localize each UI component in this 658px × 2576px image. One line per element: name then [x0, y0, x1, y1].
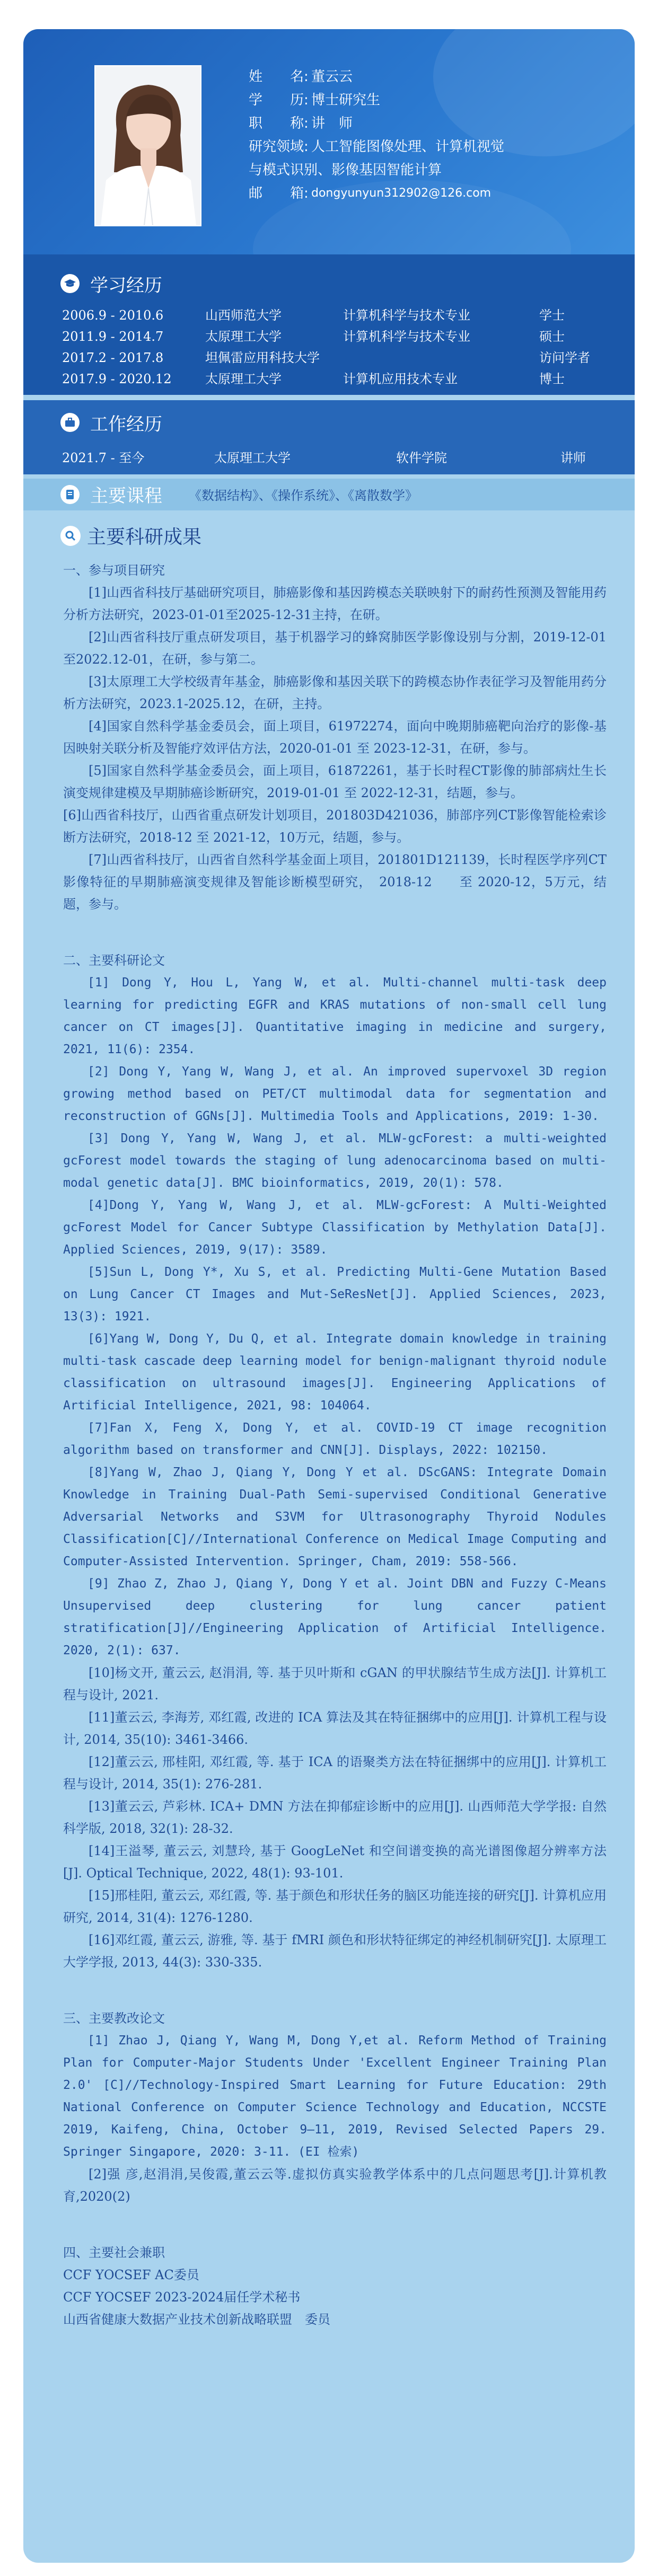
- edu-major: 计算机应用技术专业: [343, 372, 458, 386]
- graduation-cap-icon: [60, 274, 80, 293]
- project-item: [1]山西省科技厅基础研究项目，肺癌影像和基因跨模态关联映射下的耐药性预测及智能用药分析方法研究，2023-01-01至2025-12-31主持，在研。: [63, 585, 607, 622]
- paper-item: [10]杨文开, 董云云, 赵涓涓, 等. 基于贝叶斯和 cGAN 的甲状腺结节生成方法[J]. 计算机工程与设计, 2021.: [63, 1665, 607, 1702]
- section-heading: 三、主要教改论文: [63, 2011, 165, 2026]
- paper-item: [11]董云云, 李海芳, 邓红霞, 改进的 ICA 算法及其在特征捆绑中的应用[J]. 计算机工程与设计, 2014, 35(10): 3461-3466.: [63, 1710, 607, 1747]
- project-item: [7]山西省科技厅，山西省自然科学基金面上项目，201801D121139，长时程医学序列CT影像特征的早期肺癌演变规律及智能诊断模型研究， 2018-12 至 2020-12，5万元，结题，参与。: [63, 852, 607, 912]
- research-header: [60, 522, 201, 549]
- work-position: 讲师: [560, 451, 586, 465]
- work-section: [23, 400, 635, 474]
- edu-school: 坦佩雷应用科技大学: [205, 350, 320, 365]
- title-value: 讲 师: [311, 116, 353, 131]
- teaching-paper-item: [1] Zhao J, Qiang Y, Wang M, Dong Y,et al. Reform Method of Training Plan for Computer-Major Students Under 'Excellent Engineer Training Plan 2.0' [C]//Technology-Inspired Smart Learning for Future Education: 29th National Conference on Computer Science Technology and Education, NCCSTE 2019, Kaifeng, China, October 9–11, 2019, Revised Selected Papers 29. Springer Singapore, 2020: 3-11. (EI 检索): [63, 2034, 607, 2159]
- edu-period: 2017.9 - 2020.12: [62, 372, 172, 386]
- paper-item: [13]董云云, 芦彩林. ICA+ DMN 方法在抑郁症诊断中的应用[J]. 山西师范大学学报: 自然科学版, 2018, 32(1): 28-32.: [63, 1799, 607, 1836]
- section-heading: 一、参与项目研究: [63, 563, 165, 578]
- edu-degree: 硕士: [539, 329, 565, 344]
- paper-item: [15]邢桂阳, 董云云, 邓红霞, 等. 基于颜色和形状任务的脑区功能连接的研究[J]. 计算机应用研究, 2014, 31(4): 1276-1280.: [63, 1888, 607, 1925]
- name-value: 董云云: [311, 69, 353, 85]
- paper-item: [16]邓红霞, 董云云, 游雅, 等. 基于 fMRI 颜色和形状特征绑定的神经机制研究[J]. 太原理工大学学报, 2013, 44(3): 330-335.: [63, 1933, 607, 1970]
- edu-major: 计算机科学与技术专业: [343, 329, 470, 344]
- paper-item: [7]Fan X, Feng X, Dong Y, et al. COVID-19 CT image recognition algorithm based on transformer and CNN[J]. Displays, 2022: 102150.: [63, 1421, 607, 1457]
- edu-degree: 学士: [539, 308, 565, 323]
- email-label: 邮 箱:: [249, 186, 309, 201]
- edu-period: 2017.2 - 2017.8: [62, 350, 164, 365]
- degree-value: 博士研究生: [311, 92, 381, 108]
- courses-title: 主要课程: [90, 486, 162, 507]
- work-org: 太原理工大学: [214, 451, 291, 465]
- research-title: 主要科研成果: [87, 526, 202, 548]
- courses-text: 《数据结构》、《操作系统》、《离散数学》: [189, 488, 418, 503]
- paper-item: [1] Dong Y, Hou L, Yang W, et al. Multi-channel multi-task deep learning for predicting EGFR and KRAS mutations of non-small cell lung cancer on CT images[J]. Quantitative imaging in medicine and surgery, 2021, 11(6): 2354.: [63, 976, 607, 1056]
- work-period: 2021.7 - 至今: [62, 451, 145, 465]
- section-heading: 二、主要科研论文: [63, 953, 165, 968]
- role-item: CCF YOCSEF 2023-2024届任学术秘书: [63, 2290, 301, 2305]
- book-icon: [60, 485, 80, 504]
- research-value-1: 人工智能图像处理、计算机视觉: [311, 139, 505, 155]
- paper-item: [9] Zhao Z, Zhao J, Qiang Y, Dong Y et al. Joint DBN and Fuzzy C-Means Unsupervised deep clustering for lung cancer patient stratification[J]//Engineering Application of Artificial Intelligence. 2020, 2(1): 637.: [63, 1577, 607, 1657]
- education-section: [23, 254, 635, 395]
- work-dept: 软件学院: [396, 451, 447, 465]
- edu-school: 山西师范大学: [205, 308, 282, 323]
- name-label: 姓 名:: [249, 69, 309, 85]
- project-item: [3]太原理工大学校级青年基金，肺癌影像和基因关联下的跨模态协作表征学习及智能用药分析方法研究，2023.1-2025.12，在研，主持。: [63, 674, 607, 711]
- paper-item: [5]Sun L, Dong Y*, Xu S, et al. Predicting Multi-Gene Mutation Based on Lung Cancer CT Images and Mut-SeResNet[J]. Applied Sciences, 2023, 13(3): 1921.: [63, 1265, 607, 1324]
- teaching-paper-item: [2]强 彦,赵涓涓,吴俊霞,董云云等.虚拟仿真实验教学体系中的几点问题思考[J].计算机教育,2020(2): [63, 2167, 607, 2204]
- edu-major: 计算机科学与技术专业: [343, 308, 470, 323]
- edu-degree: 访问学者: [539, 350, 590, 365]
- search-icon: [60, 526, 81, 546]
- edu-degree: 博士: [539, 372, 565, 386]
- title-label: 职 称:: [249, 116, 309, 131]
- work-title: 工作经历: [90, 413, 162, 435]
- paper-item: [6]Yang W, Dong Y, Du Q, et al. Integrate domain knowledge in training multi-task cascade deep learning model for benign-malignant thyroid nodule classification on ultrasound images[J]. Engineering Applications of Artificial Intelligence, 2021, 98: 104064.: [63, 1332, 607, 1413]
- section-heading: 四、主要社会兼职: [63, 2245, 165, 2260]
- project-item: [2]山西省科技厅重点研发项目，基于机器学习的蜂窝肺医学影像设别与分割，2019-12-01至2022.12-01，在研，参与第二。: [63, 630, 607, 667]
- education-title: 学习经历: [90, 275, 162, 296]
- paper-item: [14]王溢琴, 董云云, 刘慧玲, 基于 GoogLeNet 和空间谱变换的高光谱图像超分辨率方法[J]. Optical Technique, 2022, 48(1): 93-101.: [63, 1843, 607, 1881]
- email-value: dongyunyun312902@126.com: [311, 187, 492, 200]
- profile-photo: [94, 65, 201, 226]
- degree-label: 学 历:: [249, 92, 309, 108]
- profile-header: [23, 29, 635, 254]
- edu-school: 太原理工大学: [205, 372, 282, 386]
- edu-period: 2011.9 - 2014.7: [62, 329, 164, 344]
- role-item: CCF YOCSEF AC委员: [63, 2268, 199, 2282]
- project-item: [5]国家自然科学基金委员会，面上项目，61872261，基于长时程CT影像的肺部病灶生长演变规律建模及早期肺癌诊断研究，2019-01-01 至 2022-12-31，结题，参与。: [63, 763, 607, 800]
- project-item: [4]国家自然科学基金委员会，面上项目，61972274，面向中晚期肺癌靶向治疗的影像-基因映射关联分析及智能疗效评估方法，2020-01-01 至 2023-12-31，在研，参与。: [63, 719, 607, 756]
- paper-item: [8]Yang W, Zhao J, Qiang Y, Dong Y et al. DScGANS: Integrate Domain Knowledge in Training Dual-Path Semi-supervised Conditional Generative Adversarial Networks and S3VM for Ultrasonography Thyroid Nodules Classification[C]//International Conference on Medical Image Computing and Computer-Assisted Intervention. Springer, Cham, 2019: 558-566.: [63, 1466, 607, 1568]
- research-value-2: 与模式识别、影像基因智能计算: [249, 162, 442, 178]
- paper-item: [3] Dong Y, Yang W, Wang J, et al. MLW-gcForest: a multi-weighted gcForest model towards the staging of lung adenocarcinoma based on multi-modal genetic data[J]. BMC bioinformatics, 2019, 20(1): 578.: [63, 1132, 607, 1190]
- paper-item: [4]Dong Y, Yang W, Wang J, et al. MLW-gcForest: A Multi-Weighted gcForest Model for Cancer Subtype Classification by Methylation Data[J]. Applied Sciences, 2019, 9(17): 3589.: [63, 1198, 607, 1257]
- edu-period: 2006.9 - 2010.6: [62, 308, 164, 323]
- research-label: 研究领域:: [249, 139, 309, 155]
- project-item: [6]山西省科技厅，山西省重点研发计划项目，201803D421036，肺部序列CT影像智能检索诊断方法研究，2018-12 至 2021-12，10万元，结题，参与。: [63, 808, 607, 845]
- resume-card: [23, 29, 635, 2563]
- edu-school: 太原理工大学: [205, 329, 282, 344]
- paper-item: [2] Dong Y, Yang W, Wang J, et al. An improved supervoxel 3D region growing method based on PET/CT multimodal data for segmentation and reconstruction of GGNs[J]. Multimedia Tools and Applications, 2019: 1-30.: [63, 1065, 607, 1123]
- research-body: [63, 559, 607, 2331]
- profile-info: [249, 65, 504, 205]
- role-item: 山西省健康大数据产业技术创新战略联盟 委员: [63, 2312, 330, 2327]
- paper-item: [12]董云云, 邢桂阳, 邓红霞, 等. 基于 ICA 的语聚类方法在特征捆绑中的应用[J]. 计算机工程与设计, 2014, 35(1): 276-281.: [63, 1754, 607, 1792]
- briefcase-icon: [60, 413, 80, 432]
